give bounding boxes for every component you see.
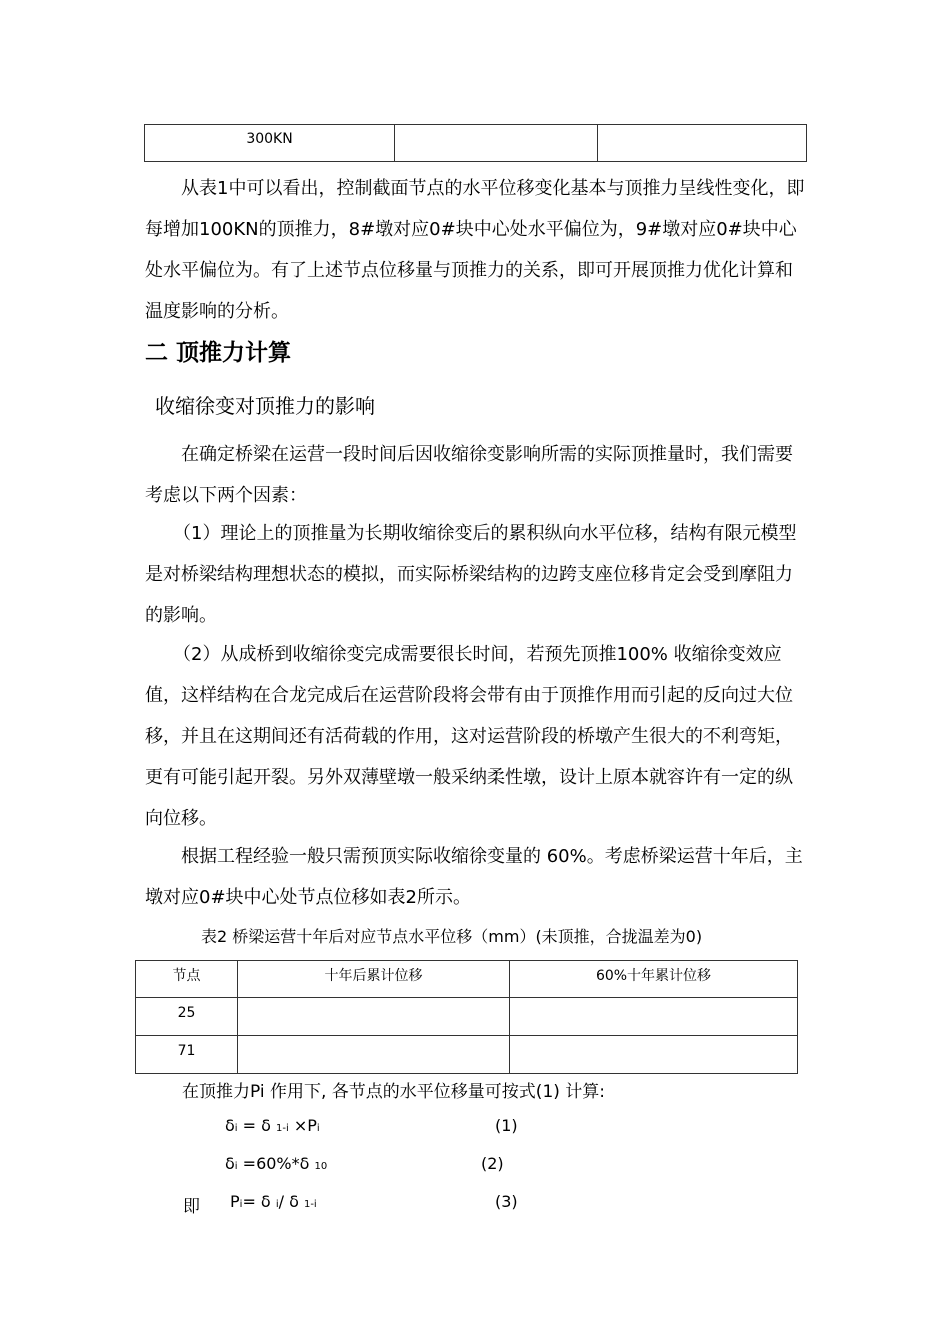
eq-part: = δ (242, 1192, 276, 1211)
eq-sub: i (234, 1123, 238, 1134)
paragraph-text: （1）理论上的顶推量为长期收缩徐变后的累积纵向水平位移，结构有限元模型是对桥梁结构理想状态的模拟，而实际桥梁结构的边跨支座位移肯定会受到摩阻力的影响。 (145, 523, 797, 626)
paragraph-text: （2）从成桥到收缩徐变完成需要很长时间，若预先顶推100% 收缩徐变效应值，这样结构在合龙完成后在运营阶段将会带有由于顶推作用而引起的反向过大位移，并且在这期间还有活荷载的作用，这对运营阶段的桥墩产生很大的不利弯矩，更有可能引起开裂。另外双薄壁墩一般采纳柔性墩，设计上原本就容许有一定的纵向位移。 (145, 644, 793, 829)
table-header-cell: 节点 (136, 961, 238, 998)
section-heading: 二 顶推力计算 (145, 340, 292, 366)
table-row (136, 998, 798, 1036)
table-cell (238, 1036, 510, 1074)
table-cell: 25 (136, 998, 238, 1036)
paragraph-text: 根据工程经验一般只需预顶实际收缩徐变量的 60%。考虑桥梁运营十年后，主墩对应0#块中心处节点位移如表2所示。 (145, 846, 803, 908)
paragraph-text: 从表1中可以看出，控制截面节点的水平位移变化基本与顶推力呈线性变化，即每增加100KN的顶推力，8#墩对应0#块中心处水平偏位为，9#墩对应0#块中心处水平偏位为。有了上述节点位移量与顶推力的关系，即可开展顶推力优化计算和温度影响的分析。 (145, 178, 805, 322)
equation-2 (225, 1154, 327, 1173)
equation-3 (230, 1192, 317, 1211)
equation-1 (225, 1116, 320, 1135)
table-header-row (136, 961, 798, 998)
eq-part: / δ (278, 1192, 304, 1211)
table-cell (510, 998, 798, 1036)
table-header-cell: 十年后累计位移 (238, 961, 510, 998)
eq-sub: i (239, 1199, 243, 1210)
eq-sub: 1-i (303, 1199, 317, 1210)
eq-lhs: δ (225, 1154, 235, 1173)
eq-lhs: δ (225, 1116, 235, 1135)
eq-part: = δ (237, 1116, 277, 1135)
equation-number: (2) (481, 1154, 504, 1173)
eq-sub: i (234, 1161, 238, 1172)
table-cell (395, 125, 598, 162)
paragraph-3 (145, 513, 810, 636)
table-cell (238, 998, 510, 1036)
table-cell (598, 125, 807, 162)
table-cell (510, 1036, 798, 1074)
table1-tail (144, 124, 807, 162)
eq-sub: i (275, 1199, 279, 1210)
equation-number: (1) (495, 1116, 518, 1135)
paragraph-4 (145, 634, 810, 839)
equation-prefix: 即 (183, 1197, 200, 1217)
table-cell: 300KN (145, 125, 395, 162)
table-caption: 表2 桥梁运营十年后对应节点水平位移（mm）(未顶推，合拢温差为0) (201, 927, 703, 946)
eq-sub: i (316, 1123, 320, 1134)
table-cell: 71 (136, 1036, 238, 1074)
eq-part: =60%*δ (237, 1154, 315, 1173)
equation-number: (3) (495, 1192, 518, 1211)
eq-sub: 1-i (276, 1123, 289, 1134)
paragraph-2 (145, 434, 810, 516)
subsection-heading: 收缩徐变对顶推力的影响 (155, 394, 375, 418)
table-row (145, 125, 807, 162)
eq-lhs: P (230, 1192, 240, 1211)
paragraph-text: 在确定桥梁在运营一段时间后因收缩徐变影响所需的实际顶推量时，我们需要考虑以下两个因素： (145, 444, 793, 506)
paragraph-5 (145, 836, 810, 918)
equation-intro: 在顶推力Pi 作用下, 各节点的水平位移量可按式(1) 计算: (182, 1082, 606, 1102)
paragraph-1 (145, 168, 810, 332)
eq-part: ×P (288, 1116, 317, 1135)
table-row (136, 1036, 798, 1074)
eq-sub: 10 (314, 1161, 328, 1172)
table2 (135, 960, 798, 1074)
table-header-cell: 60%十年累计位移 (510, 961, 798, 998)
